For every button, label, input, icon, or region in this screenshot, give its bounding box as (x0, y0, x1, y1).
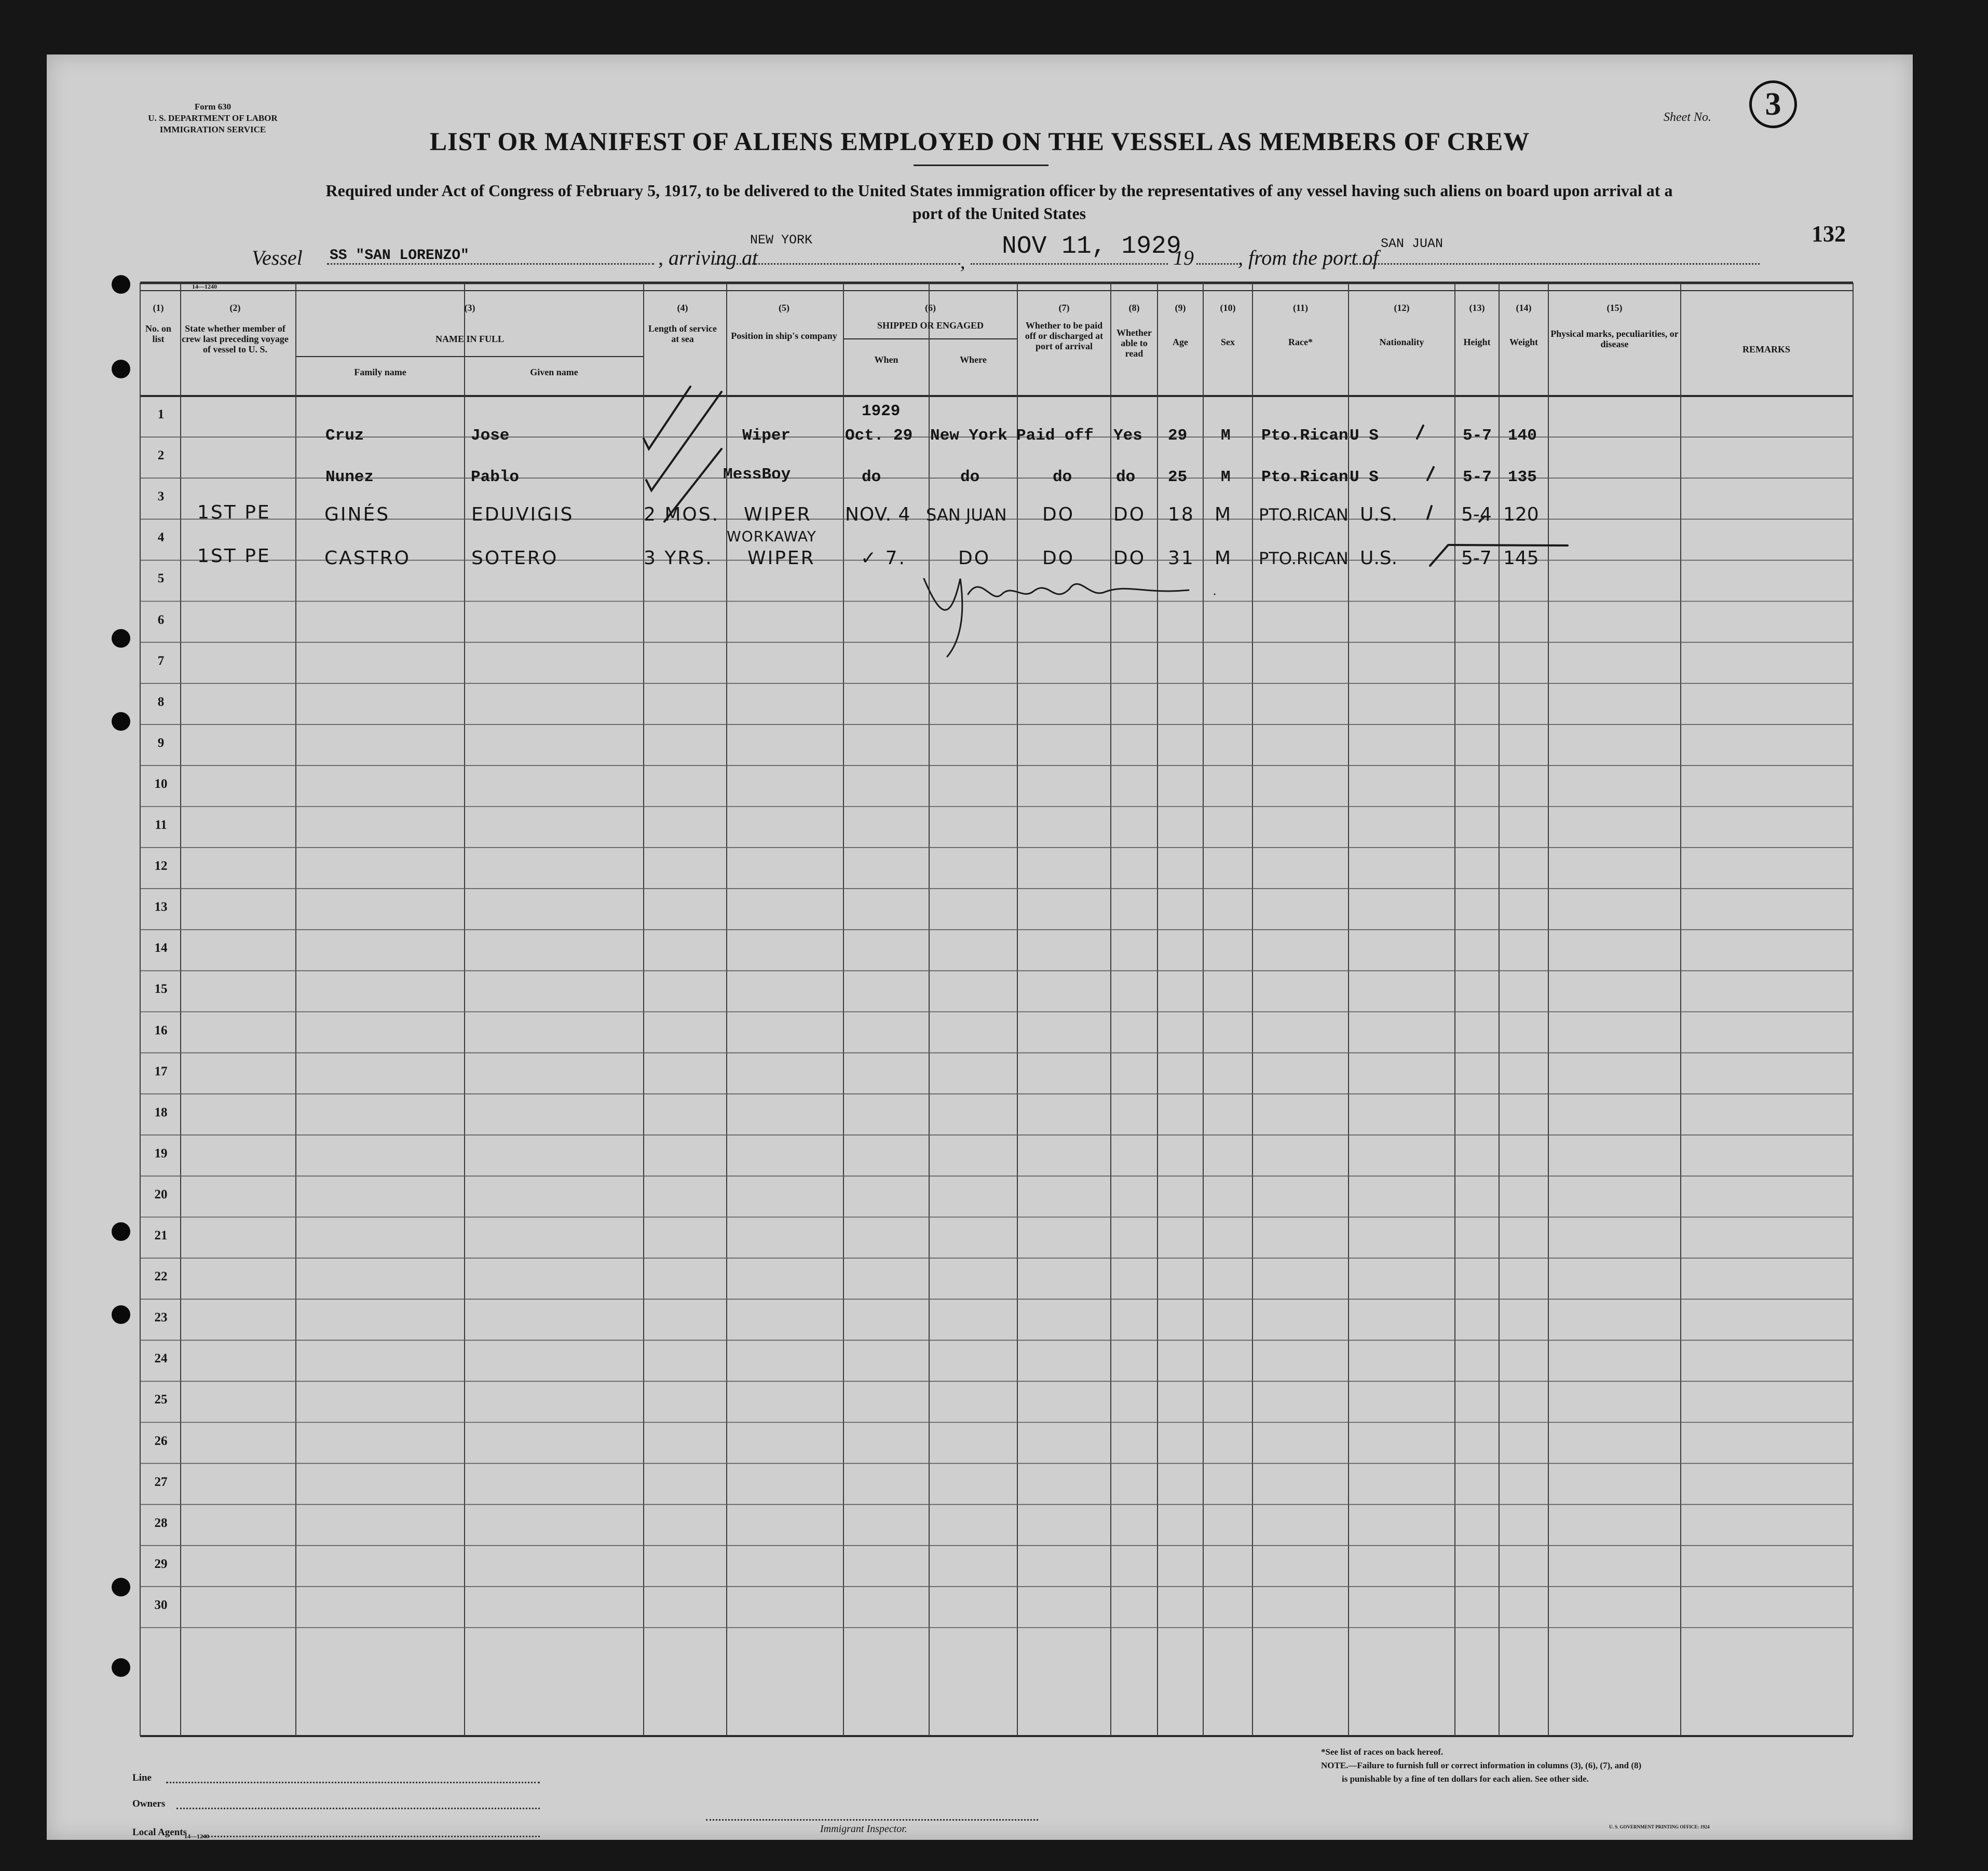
check-mark-row-2 (646, 392, 721, 490)
row-number: 28 (154, 1515, 168, 1530)
entry-3-position: WIPER (744, 504, 812, 525)
entry-1-paid-off: Paid off (1016, 427, 1094, 445)
local-agents-label: Local Agents (132, 1827, 187, 1838)
penalty-note-2: is punishable by a fine of ten dollars for each alien. See other side. (1342, 1774, 1589, 1784)
line-label: Line (132, 1772, 152, 1783)
entry-2-age: 25 (1168, 468, 1188, 486)
row-number: 29 (154, 1556, 168, 1571)
row-number: 22 (154, 1269, 168, 1284)
entry-2-paid-off: do (1053, 468, 1072, 486)
row-number: 15 (154, 982, 168, 996)
penalty-note-1: NOTE.—Failure to furnish full or correct information in columns (3), (6), (7), and (8) (1321, 1760, 1642, 1770)
col5-number: (5) (779, 303, 789, 313)
printer-line: U. S. GOVERNMENT PRINTING OFFICE: 1924 (1609, 1824, 1710, 1829)
entry-1-nationality: U S (1350, 427, 1379, 445)
sheet-label: Sheet No. (1664, 111, 1711, 124)
entry-4-sex: M (1215, 548, 1233, 569)
row-number: 6 (157, 612, 165, 627)
col3-number: (3) (464, 303, 475, 313)
row-number: 17 (154, 1064, 168, 1078)
col13-label: Height (1463, 337, 1491, 347)
col12-number: (12) (1394, 303, 1410, 313)
entry-2-height: 5-7 (1463, 468, 1492, 486)
check-mark-nationality-2 (1427, 467, 1434, 480)
binder-hole (112, 1305, 130, 1324)
row-number: 5 (157, 571, 165, 586)
entry-3-weight: 120 (1503, 504, 1539, 525)
col9-label: Age (1173, 337, 1188, 347)
entry-3-service: 2 MOS. (644, 504, 720, 525)
binder-hole (112, 712, 130, 731)
line-field[interactable] (166, 1782, 540, 1783)
entry-4-paid-off: DO (1042, 548, 1075, 569)
race-note: *See list of races on back hereof. (1321, 1747, 1444, 1757)
row-number: 23 (154, 1310, 168, 1325)
entry-4-position: WIPER (747, 548, 815, 569)
service-name: IMMIGRATION SERVICE (159, 125, 266, 134)
where-header: Where (960, 354, 987, 365)
footer-notes (1321, 1745, 1641, 1786)
check-mark-nationality-3 (1427, 506, 1432, 519)
col7-number: (7) (1058, 303, 1070, 313)
col8-label: Whether able to read (1116, 327, 1152, 359)
entry-2-race: Pto.Rican (1261, 468, 1349, 486)
entry-3-when: NOV. 4 (845, 504, 911, 525)
entry-3-age: 18 (1168, 504, 1195, 525)
entry-4-when: ✓ 7. (861, 548, 906, 569)
handwritten-marks (47, 54, 1913, 1840)
col3-label: NAME IN FULL (435, 334, 504, 344)
sheet-number: 3 (1749, 80, 1797, 128)
page-title: LIST OR MANIFEST OF ALIENS EMPLOYED ON THE VESSEL AS MEMBERS OF CREW (429, 127, 1530, 156)
entry-4-weight: 145 (1503, 548, 1539, 569)
entry-2-sex: M (1221, 468, 1231, 486)
entry-2-read: do (1116, 468, 1136, 486)
col13-number: (13) (1469, 303, 1485, 313)
entry-1-read: Yes (1113, 427, 1142, 445)
col14-number: (14) (1516, 303, 1532, 313)
col14-label: Weight (1509, 337, 1538, 347)
family-name-header: Family name (354, 367, 406, 377)
entry-2-nationality: U S (1350, 468, 1379, 486)
small-code: 14—1240 (192, 283, 217, 290)
entry-1-race: Pto.Rican (1261, 427, 1349, 445)
row-number: 1 (157, 407, 165, 421)
inspector-field[interactable] (706, 1819, 1038, 1821)
inspector-label: Immigrant Inspector. (820, 1823, 907, 1835)
entry-4-race: PTO.RICAN (1259, 549, 1349, 568)
subtitle-line-1: Required under Act of Congress of February 5, 1917, to be delivered to the United States immigration officer by the representatives of any vessel having such aliens on board upon arrival at a (325, 181, 1673, 200)
col11-number: (11) (1293, 303, 1308, 313)
footer-code: 14—1240 (184, 1833, 209, 1840)
arriving-port: NEW YORK (750, 233, 813, 248)
signature-scribble (924, 579, 1215, 657)
binder-hole (112, 1222, 130, 1241)
col10-number: (10) (1220, 303, 1236, 313)
row-number: 10 (154, 776, 168, 791)
entry-3-given-name: EDUVIGIS (471, 504, 574, 525)
row-number: 19 (154, 1146, 168, 1160)
entry-4-given-name: SOTERO (471, 548, 559, 569)
entry-4-nationality: U.S. (1360, 548, 1398, 569)
entry-2-when: do (862, 468, 881, 486)
row-number: 8 (157, 694, 165, 709)
row-number: 21 (154, 1228, 168, 1242)
row-number: 18 (154, 1105, 168, 1119)
entry-1-family-name: Cruz (325, 427, 364, 445)
check-mark-row-1 (644, 387, 690, 449)
entry-4-read: DO (1113, 548, 1146, 569)
row-number: 25 (154, 1392, 168, 1407)
col12-label: Nationality (1379, 337, 1424, 347)
entry-3-height: 5-4 (1461, 504, 1492, 525)
col4-label: Length of service at sea (648, 323, 717, 344)
vessel-label: Vessel (252, 246, 303, 269)
row-number: 27 (154, 1474, 168, 1489)
entry-1-given-name: Jose (471, 427, 510, 445)
entry-2-family-name: Nunez (325, 468, 374, 486)
entry-1-when-year: 1929 (862, 402, 901, 420)
local-agents-field[interactable] (202, 1836, 540, 1837)
comma-1: , (960, 251, 965, 273)
entry-3-previous-voyage: 1ST PE (197, 502, 271, 523)
entry-1-weight: 140 (1508, 427, 1537, 445)
check-mark-nationality-1 (1417, 426, 1423, 439)
row-number: 16 (154, 1023, 168, 1037)
col8-number: (8) (1128, 303, 1140, 313)
row-number: 26 (154, 1433, 168, 1448)
entry-1-when: Oct. 29 (845, 427, 913, 445)
binder-hole (112, 1578, 130, 1596)
row-number: 20 (154, 1187, 168, 1201)
entry-3-nationality: U.S. (1360, 504, 1398, 525)
manifest-sheet (47, 54, 1913, 1840)
stamp-number: 132 (1812, 221, 1846, 247)
row-number: 4 (157, 530, 165, 545)
department-name: U. S. DEPARTMENT OF LABOR (148, 113, 278, 123)
entry-3-family-name: GINÉS (324, 504, 390, 525)
entry-2-where: do (960, 468, 980, 486)
entry-3-read: DO (1113, 504, 1146, 525)
entry-4-age: 31 (1168, 548, 1195, 569)
binder-hole (112, 629, 130, 648)
owners-label: Owners (132, 1798, 166, 1809)
col11-label: Race* (1288, 337, 1313, 347)
row-number: 30 (154, 1597, 168, 1612)
check-mark-nationality-4 (1430, 545, 1568, 566)
col15-label: Physical marks, peculiarities, or disease (1550, 329, 1679, 349)
entry-3-sex: M (1215, 504, 1233, 525)
from-port-label: , from the port of (1238, 246, 1379, 269)
remarks-header: REMARKS (1742, 344, 1790, 354)
entry-4-family-name: CASTRO (324, 548, 411, 569)
row-number: 14 (154, 941, 168, 955)
arriving-label: , arriving at (658, 246, 758, 269)
col15-number: (15) (1606, 303, 1623, 313)
col10-label: Sex (1221, 337, 1235, 347)
when-header: When (874, 354, 898, 365)
entry-4-previous-voyage: 1ST PE (197, 545, 271, 567)
col9-number: (9) (1175, 303, 1186, 313)
entry-3-where: SAN JUAN (926, 505, 1007, 525)
row-number: 12 (154, 859, 168, 873)
col6-label: SHIPPED OR ENGAGED (877, 320, 984, 331)
owners-field[interactable] (176, 1808, 540, 1809)
entry-1-height: 5-7 (1463, 427, 1492, 445)
entry-1-where: New York (930, 427, 1007, 445)
col2-number: (2) (229, 303, 241, 313)
binder-hole (112, 275, 130, 294)
vessel-name: SS "SAN LORENZO" (330, 248, 469, 264)
row-number: 3 (157, 489, 165, 504)
col6-number: (6) (925, 303, 936, 313)
row-number: 24 (154, 1351, 168, 1366)
entry-1-age: 29 (1168, 427, 1188, 445)
tick-height (1479, 516, 1485, 522)
col7-label: Whether to be paid off or discharged at port of arrival (1025, 320, 1104, 351)
entry-4-height: 5-7 (1461, 548, 1492, 569)
entry-4-position-note: WORKAWAY (727, 528, 816, 545)
form-number: Form 630 (194, 102, 232, 112)
binder-hole (112, 1658, 130, 1677)
entry-2-weight: 135 (1508, 468, 1537, 486)
arrival-date: NOV 11, 1929 (1002, 233, 1181, 261)
entry-4-where: DO (958, 548, 991, 569)
col2-label: State whether member of crew last preceding voyage of vessel to U. S. (182, 323, 289, 354)
col1-number: (1) (153, 303, 164, 313)
entry-2-position: MessBoy (723, 466, 791, 484)
row-number: 9 (157, 735, 165, 750)
subtitle-line-2: port of the United States (912, 204, 1086, 223)
row-number: 2 (157, 448, 165, 463)
row-number: 11 (155, 818, 167, 832)
from-port: SAN JUAN (1381, 236, 1444, 251)
entry-2-given-name: Pablo (471, 468, 520, 486)
entry-1-position: Wiper (742, 427, 791, 445)
col1-label: No. on list (145, 323, 171, 344)
entry-3-race: PTO.RICAN (1259, 505, 1349, 525)
col5-label: Position in ship's company (731, 331, 837, 341)
year-label: 19 (1173, 246, 1194, 269)
row-number: 7 (157, 653, 165, 668)
entry-1-sex: M (1221, 427, 1231, 445)
col4-number: (4) (677, 303, 688, 313)
entry-3-paid-off: DO (1042, 504, 1075, 525)
row-number: 13 (154, 900, 168, 914)
entry-4-service: 3 YRS. (644, 548, 713, 569)
given-name-header: Given name (530, 367, 578, 377)
binder-hole (112, 360, 130, 378)
